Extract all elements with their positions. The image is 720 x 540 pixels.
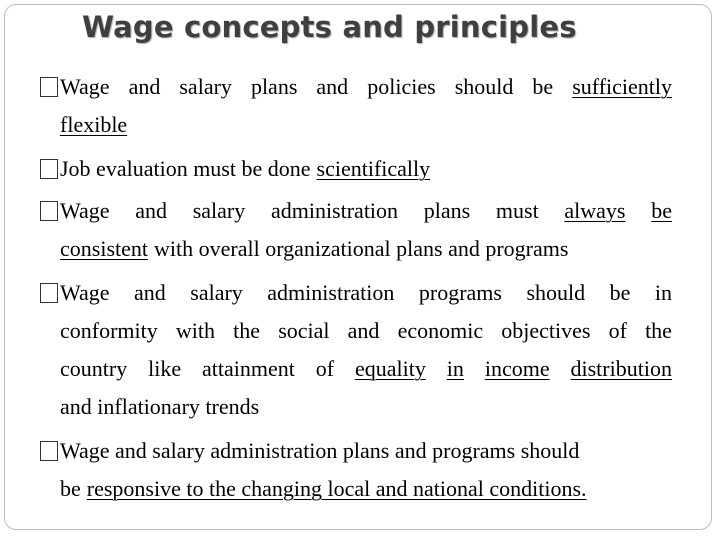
bullet-line	[40, 192, 672, 230]
bullet-line	[40, 150, 672, 188]
bullet-text: the	[645, 318, 672, 343]
bullet-item	[40, 150, 672, 188]
bullet-text: be	[532, 74, 554, 99]
bullet-text: plans	[423, 198, 471, 223]
bullet-text: Wage	[40, 274, 110, 312]
bullet-text: policies	[367, 74, 436, 99]
bullet-text: attainment	[202, 356, 295, 381]
bullet-text: in	[654, 280, 672, 305]
bullet-text: country	[60, 356, 128, 381]
bullet-text: with overall organizational plans and programs	[154, 236, 569, 261]
bullet-text: equality	[355, 356, 426, 381]
bullet-text: salary	[190, 280, 243, 305]
bullet-line	[40, 274, 672, 312]
bullet-text: programs	[418, 280, 502, 305]
bullet-text: be	[60, 476, 81, 501]
bullet-text: scientifically	[316, 156, 431, 181]
bullet-text: objectives	[501, 318, 591, 343]
bullet-text: like	[148, 356, 182, 381]
bullet-text: Job evaluation must be done	[40, 150, 311, 188]
bullet-text: economic	[397, 318, 484, 343]
bullet-text: of	[608, 318, 627, 343]
bullet-text: and inflationary trends	[60, 394, 260, 419]
bullet-text: should	[454, 74, 514, 99]
bullet-text: of	[315, 356, 335, 381]
bullet-text: income	[484, 356, 550, 381]
bullet-text: and	[347, 318, 380, 343]
bullet-text: be	[651, 198, 672, 223]
bullet-text: conformity	[60, 318, 158, 343]
bullet-line	[40, 388, 672, 426]
bullet-marker-icon	[40, 77, 58, 97]
bullet-text: administration	[267, 280, 395, 305]
bullet-marker-icon	[40, 201, 58, 221]
bullet-text: salary	[179, 74, 232, 99]
bullet-text: must	[495, 198, 539, 223]
bullet-text: should	[526, 280, 586, 305]
bullet-text: salary	[192, 198, 246, 223]
bullet-text: always	[564, 198, 626, 223]
bullet-text: the	[233, 318, 261, 343]
bullet-marker-icon	[40, 159, 58, 179]
bullet-line	[40, 106, 672, 144]
bullet-text: administration	[270, 198, 399, 223]
bullet-line	[40, 230, 672, 268]
bullet-text: with	[175, 318, 216, 343]
bullet-text: be	[609, 280, 631, 305]
bullet-item	[40, 192, 672, 268]
bullet-line	[40, 68, 672, 106]
bullet-marker-icon	[40, 283, 58, 303]
bullet-line	[40, 312, 672, 350]
bullet-text: responsive to the changing local and national conditions.	[86, 476, 587, 501]
bullet-text: and	[316, 74, 349, 99]
slide-title: Wage concepts and principles	[82, 10, 577, 44]
bullet-item	[40, 432, 672, 508]
bullet-text: in	[446, 356, 464, 381]
bullet-text: consistent	[60, 236, 148, 261]
bullet-text: Wage	[40, 68, 110, 106]
bullet-text: sufficiently	[572, 74, 672, 99]
bullet-line	[40, 432, 672, 470]
bullet-text: plans	[250, 74, 298, 99]
bullet-text: and	[128, 74, 161, 99]
bullet-text: social	[278, 318, 330, 343]
bullet-item	[40, 68, 672, 144]
bullet-text: Wage	[40, 192, 110, 230]
bullet-item	[40, 274, 672, 426]
bullet-text: flexible	[60, 112, 128, 137]
bullet-text: Wage and salary administration plans and programs should	[40, 432, 579, 470]
bullet-text: and	[135, 198, 168, 223]
bullet-marker-icon	[40, 441, 58, 461]
bullet-line	[40, 350, 672, 388]
bullet-text: distribution	[570, 356, 672, 381]
bullet-text: and	[134, 280, 166, 305]
bullet-line	[40, 470, 672, 508]
